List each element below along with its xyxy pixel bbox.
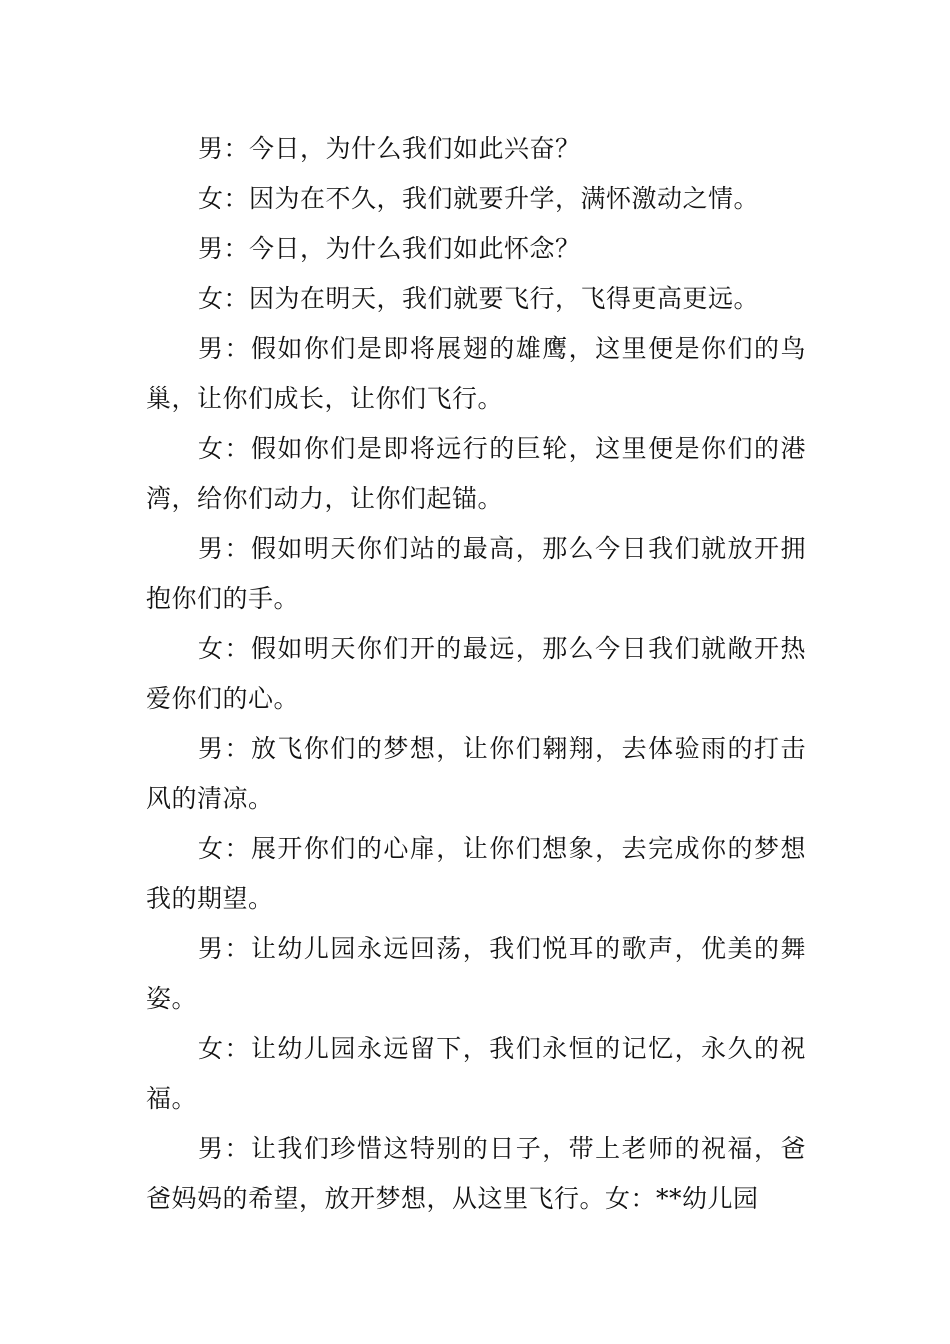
paragraph: 男：假如你们是即将展翅的雄鹰，这里便是你们的鸟巢，让你们成长，让你们飞行。 bbox=[146, 334, 806, 413]
paragraph: 女：让幼儿园永远留下，我们永恒的记忆，永久的祝福。 bbox=[146, 1034, 806, 1113]
paragraph: 女：展开你们的心扉，让你们想象，去完成你的梦想我的期望。 bbox=[146, 834, 806, 913]
paragraph: 男：放飞你们的梦想，让你们翱翔，去体验雨的打击风的清凉。 bbox=[146, 734, 806, 813]
paragraph: 男：今日，为什么我们如此兴奋？ bbox=[198, 134, 581, 163]
document-body bbox=[146, 124, 806, 1224]
paragraph: 女：假如你们是即将远行的巨轮，这里便是你们的港湾，给你们动力，让你们起锚。 bbox=[146, 434, 806, 513]
paragraph: 女：因为在明天，我们就要飞行，飞得更高更远。 bbox=[198, 284, 760, 313]
paragraph: 男：让我们珍惜这特别的日子，带上老师的祝福，爸爸妈妈的希望，放开梦想，从这里飞行。女：**幼儿园 bbox=[146, 1134, 806, 1213]
paragraph: 男：今日，为什么我们如此怀念？ bbox=[198, 234, 581, 263]
paragraph: 女：假如明天你们开的最远，那么今日我们就敞开热爱你们的心。 bbox=[146, 634, 806, 713]
paragraph: 男：让幼儿园永远回荡，我们悦耳的歌声，优美的舞姿。 bbox=[146, 934, 806, 1013]
paragraph: 男：假如明天你们站的最高，那么今日我们就放开拥抱你们的手。 bbox=[146, 534, 806, 613]
paragraph: 女：因为在不久，我们就要升学，满怀激动之情。 bbox=[198, 184, 760, 213]
